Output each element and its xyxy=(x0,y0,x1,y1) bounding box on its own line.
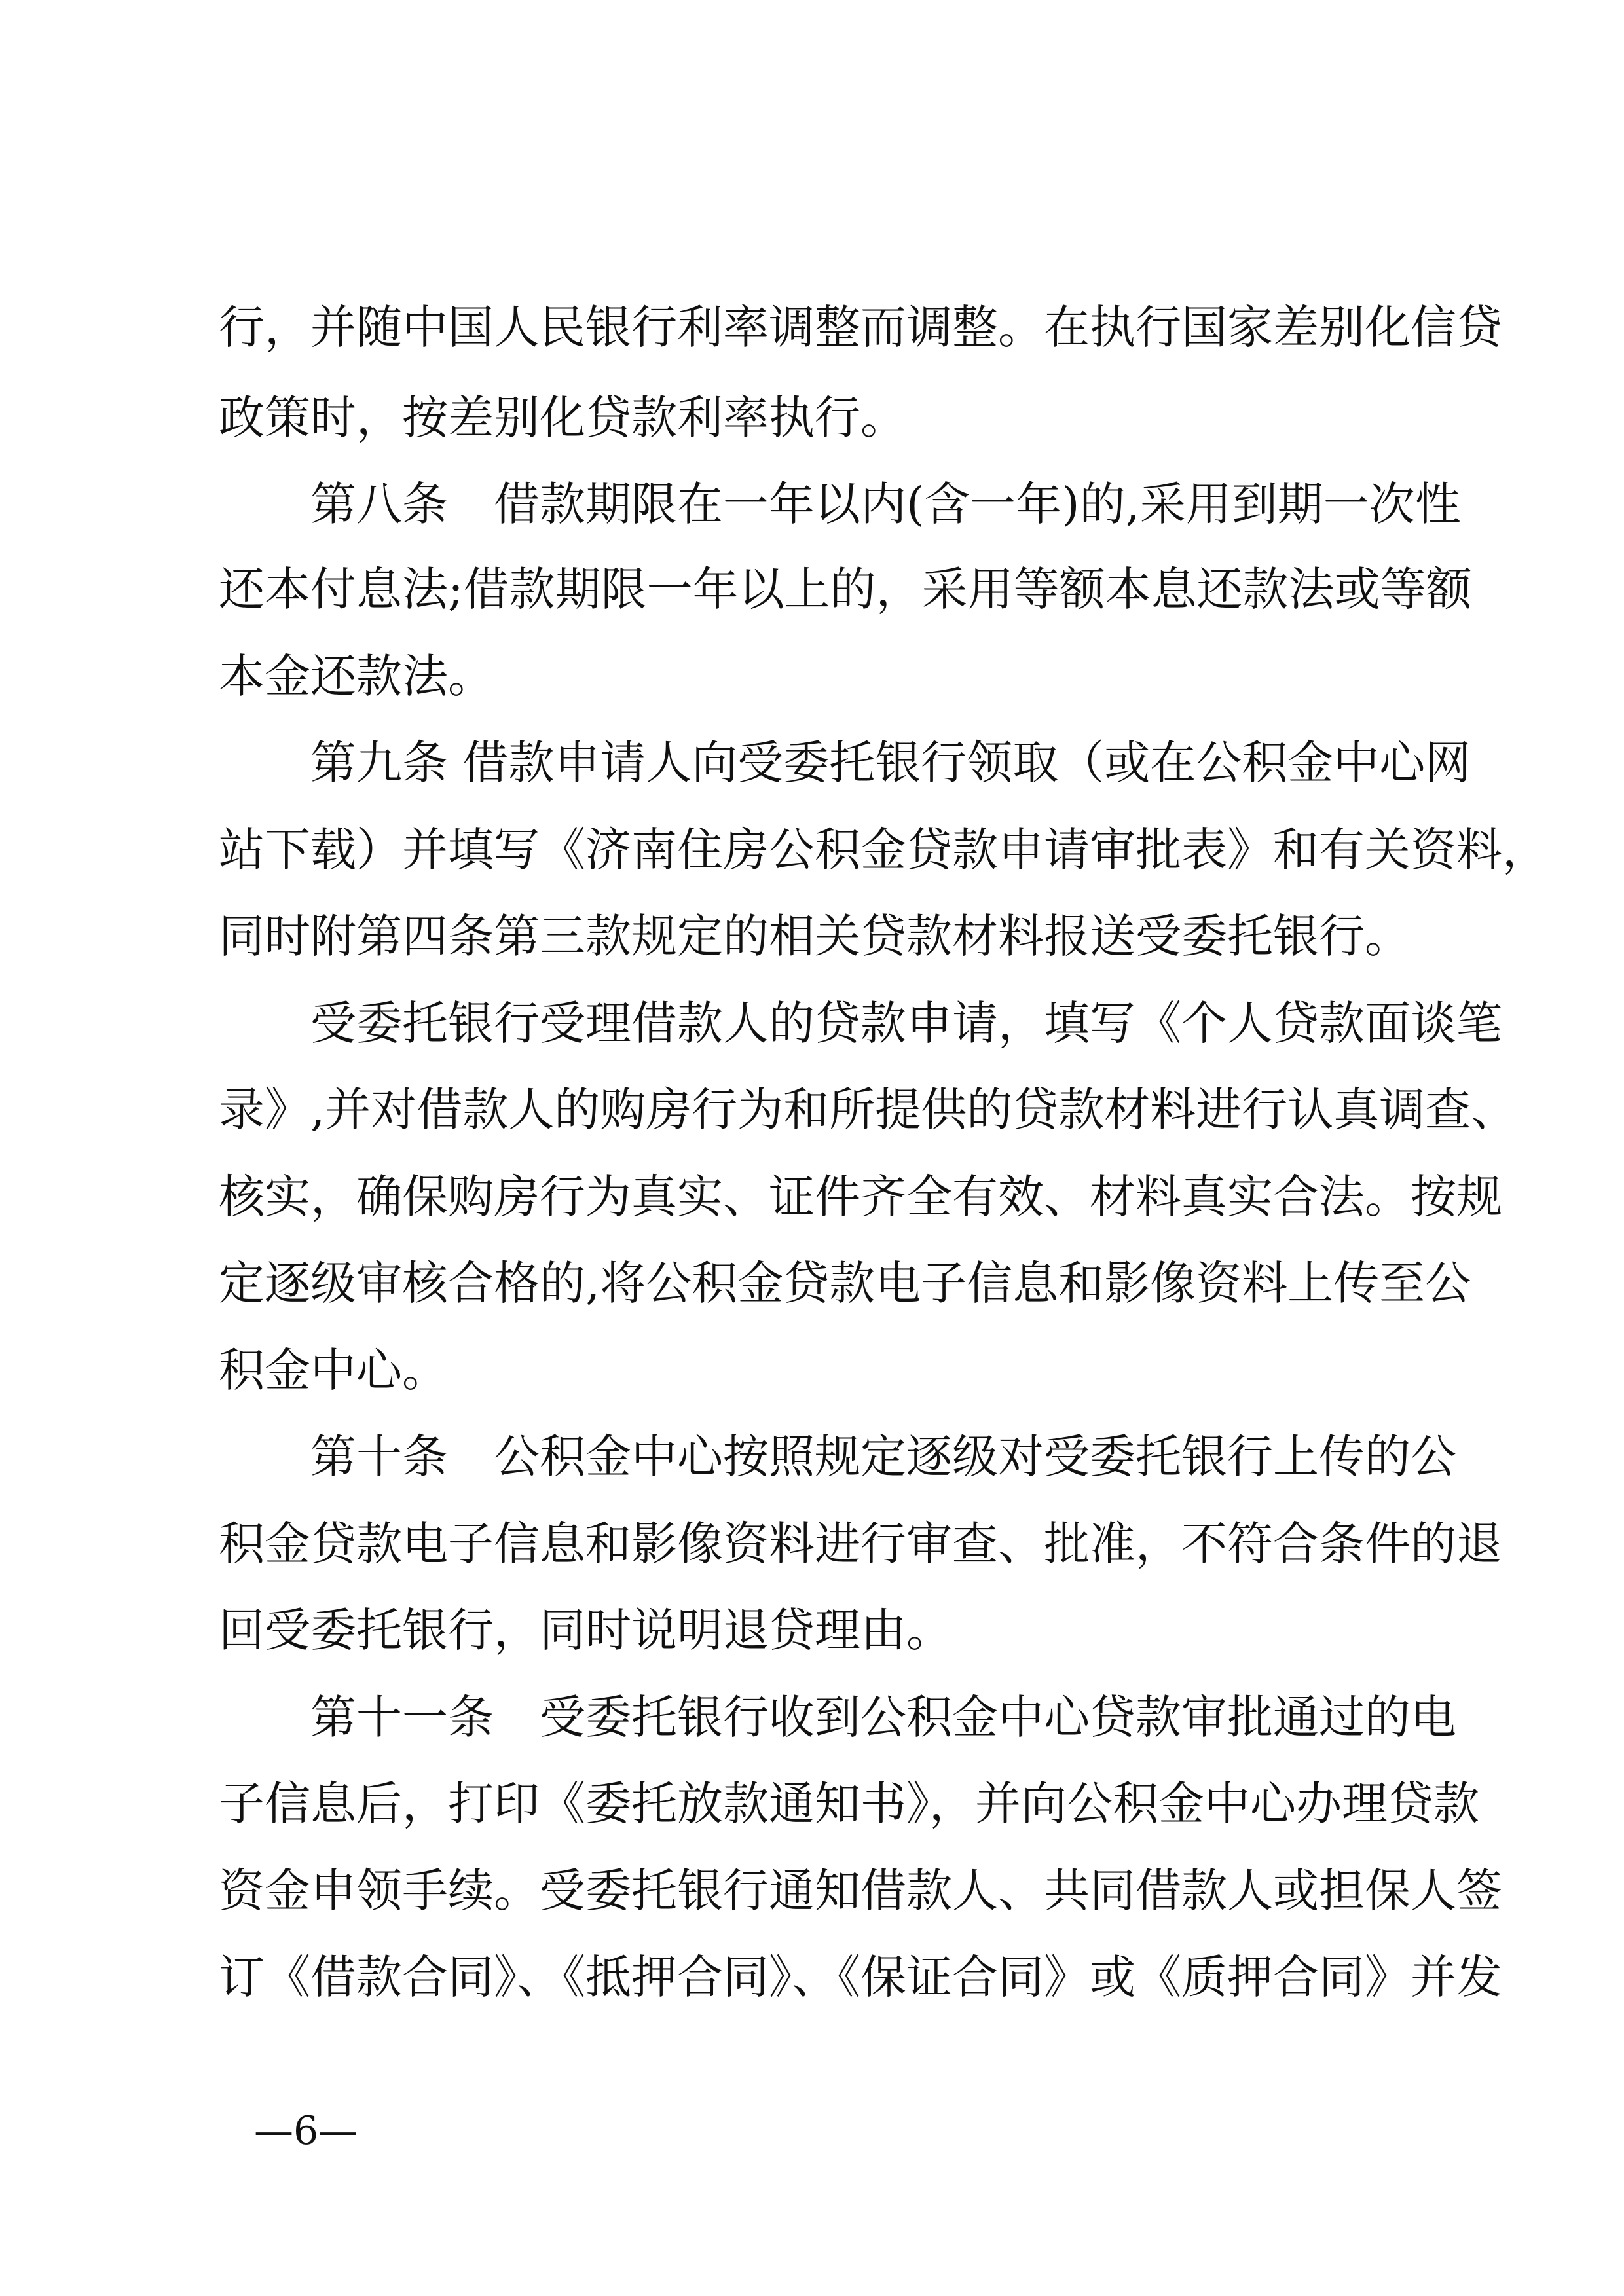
text-line: 同时附第四条第三款规定的相关贷款材料报送受委托银行。 xyxy=(219,909,1411,963)
text-line: 第十一条 受委托银行收到公积金中心贷款审批通过的电 xyxy=(310,1690,1456,1744)
text-line: 第十条 公积金中心按照规定逐级对受委托银行上传的公 xyxy=(310,1430,1456,1484)
text-line: 还本付息法;借款期限一年以上的，采用等额本息还款法或等额 xyxy=(219,562,1472,616)
text-line: 订《借款合同》、《抵押合同》、《保证合同》或《质押合同》并发 xyxy=(219,1950,1502,2004)
text-line: 核实，确保购房行为真实、证件齐全有效、材料真实合法。按规 xyxy=(219,1170,1502,1224)
text-line: 子信息后，打印《委托放款通知书》，并向公积金中心办理贷款 xyxy=(219,1777,1479,1831)
text-line: 积金贷款电子信息和影像资料进行审查、批准，不符合条件的退 xyxy=(219,1517,1502,1571)
text-line: 政策时，按差别化贷款利率执行。 xyxy=(219,391,906,445)
text-line: 录》,并对借款人的购房行为和所提供的贷款材料进行认真调查、 xyxy=(219,1083,1517,1137)
text-line: 行，并随中国人民银行利率调整而调整。在执行国家差别化信贷 xyxy=(219,301,1502,354)
text-line: 受委托银行受理借款人的贷款申请，填写《个人贷款面谈笔 xyxy=(310,996,1502,1050)
text-line: 定逐级审核合格的,将公积金贷款电子信息和影像资料上传至公 xyxy=(219,1256,1471,1310)
text-line: 本金还款法。 xyxy=(219,649,494,703)
text-line: 回受委托银行，同时说明退贷理由。 xyxy=(219,1603,952,1657)
text-line: 资金申领手续。受委托银行通知借款人、共同借款人或担保人签 xyxy=(219,1864,1502,1918)
text-line: 积金中心。 xyxy=(219,1343,448,1397)
text-line: 站下载）并填写《济南住房公积金贷款申请审批表》和有关资料， xyxy=(219,823,1548,877)
text-line: 第九条 借款申请人向受委托银行领取（或在公积金中心网 xyxy=(310,736,1471,790)
page-number: —6— xyxy=(254,2108,358,2154)
text-line: 第八条 借款期限在一年以内(含一年)的,采用到期一次性 xyxy=(310,477,1461,531)
